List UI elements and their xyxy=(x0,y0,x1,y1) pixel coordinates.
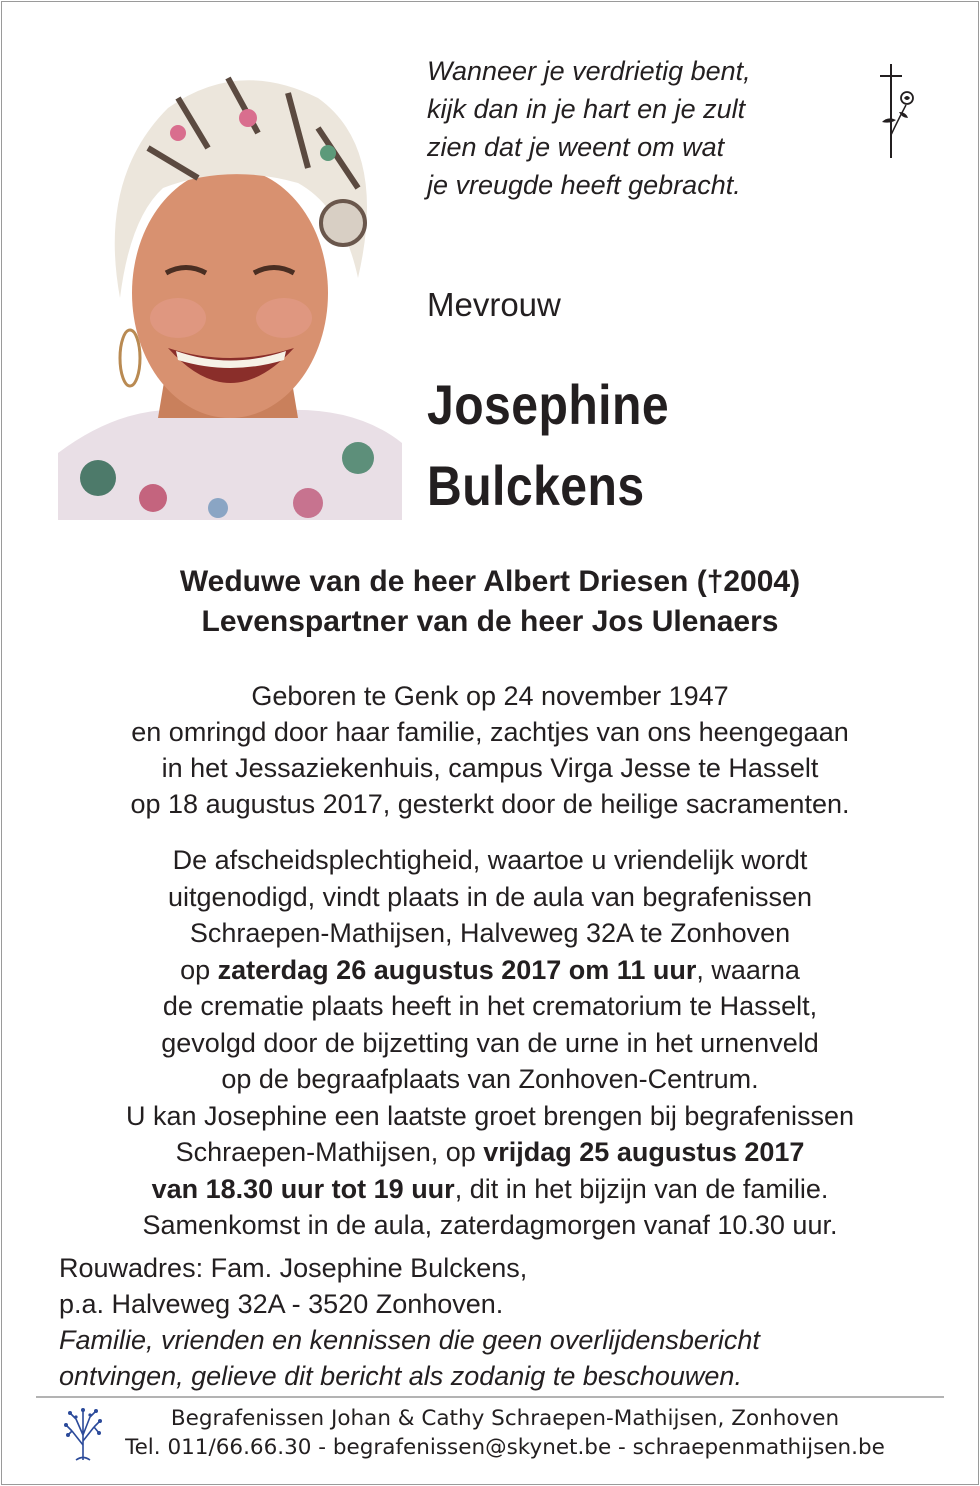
visitation-time: van 18.30 uur tot 19 uur xyxy=(151,1173,455,1204)
text-line: De afscheidsplechtigheid, waartoe u vriendelijk wordt xyxy=(172,845,808,875)
text-line xyxy=(20,1134,960,1171)
notice-line: Familie, vrienden en kennissen die geen overlijdensbericht xyxy=(59,1325,760,1355)
text-segment: Schraepen-Mathijsen, op xyxy=(175,1137,484,1167)
deceased-first-name: Josephine xyxy=(427,373,670,436)
text-line: in het Jessaziekenhuis, campus Virga Jesse te Hasselt xyxy=(161,753,819,783)
notice-line: ontvingen, gelieve dit bericht als zodanig te beschouwen. xyxy=(59,1361,742,1391)
funeral-home-contact[interactable]: Tel. 011/66.66.30 - begrafenissen@skynet.be - schraepenmathijsen.be xyxy=(125,1435,885,1460)
address-line: p.a. Halveweg 32A - 3520 Zonhoven. xyxy=(59,1289,504,1319)
tree-logo-icon xyxy=(62,1405,104,1461)
text-line xyxy=(20,952,960,989)
text-line: U kan Josephine een laatste groet brengen bij begrafenissen xyxy=(126,1100,854,1131)
portrait-photo xyxy=(58,58,402,520)
ceremony-date: zaterdag 26 augustus 2017 om 11 uur xyxy=(217,954,697,985)
text-line: Schraepen-Mathijsen, Halveweg 32A te Zonhoven xyxy=(189,918,791,948)
text-line: de crematie plaats heeft in het crematorium te Hasselt, xyxy=(162,991,818,1021)
quote-line: zien dat je weent om wat xyxy=(427,132,725,162)
relation-line: Levenspartner van de heer Jos Ulenaers xyxy=(201,605,779,638)
deceased-last-name: Bulckens xyxy=(427,454,645,517)
deceased-title: Mevrouw xyxy=(427,286,561,323)
text-segment: , dit in het bijzijn van de familie. xyxy=(454,1173,829,1204)
quote-line: Wanneer je verdrietig bent, xyxy=(427,56,751,86)
mourning-address xyxy=(59,1250,760,1394)
text-line: op de begraafplaats van Zonhoven-Centrum. xyxy=(221,1064,759,1094)
address-line: Rouwadres: Fam. Josephine Bulckens, xyxy=(59,1253,528,1283)
text-line xyxy=(20,1171,960,1208)
ceremony-paragraph xyxy=(20,842,960,1244)
text-segment: , waarna xyxy=(696,954,800,985)
cross-with-rose-icon xyxy=(870,60,920,160)
quote-line: je vreugde heeft gebracht. xyxy=(427,170,741,200)
relation-line: Weduwe van de heer Albert Driesen (†2004) xyxy=(179,565,801,598)
text-line: uitgenodigd, vindt plaats in de aula van begrafenissen xyxy=(168,881,812,912)
footer-divider xyxy=(36,1396,944,1398)
text-line: Geboren te Genk op 24 november 1947 xyxy=(251,681,729,711)
text-line: op 18 augustus 2017, gesterkt door de heilige sacramenten. xyxy=(130,789,850,819)
birth-death-paragraph xyxy=(20,678,960,822)
memorial-quote xyxy=(427,52,847,204)
text-segment: op xyxy=(180,954,218,985)
text-line: Samenkomst in de aula, zaterdagmorgen vanaf 10.30 uur. xyxy=(142,1210,838,1240)
quote-line: kijk dan in je hart en je zult xyxy=(427,94,746,124)
text-line: gevolgd door de bijzetting van de urne in het urnenveld xyxy=(161,1027,819,1058)
relations-block xyxy=(20,562,960,642)
visitation-date: vrijdag 25 augustus 2017 xyxy=(483,1137,805,1167)
text-line: en omringd door haar familie, zachtjes van ons heengegaan xyxy=(131,717,849,747)
funeral-home-name: Begrafenissen Johan & Cathy Schraepen-Mathijsen, Zonhoven xyxy=(170,1406,840,1431)
